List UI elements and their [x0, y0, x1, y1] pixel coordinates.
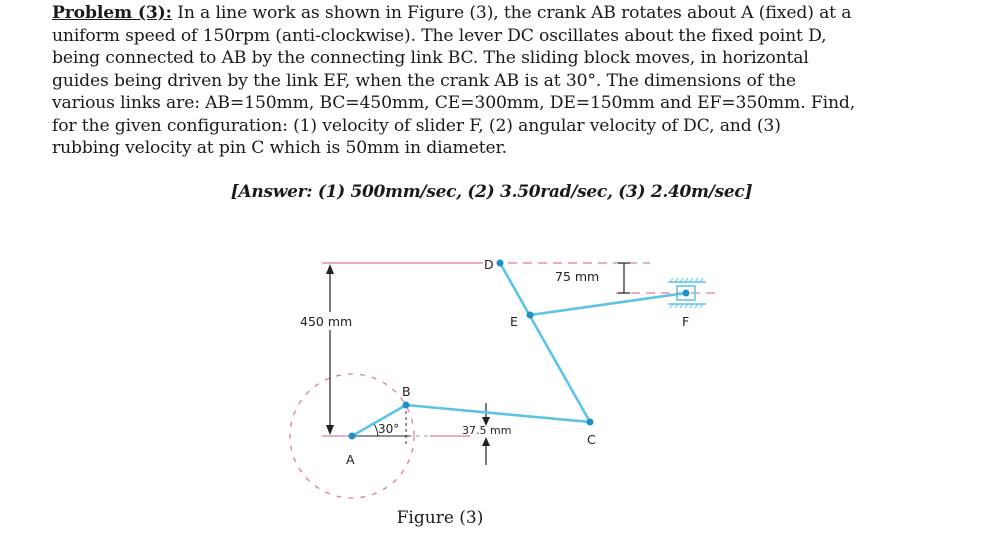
label-e: E [510, 314, 518, 329]
answer-line: [Answer: (1) 500mm/sec, (2) 3.50rad/sec, (3) 2.40m/sec] [230, 182, 753, 202]
problem-heading: Problem (3): [52, 3, 172, 23]
problem-line-1: In a line work as shown in Figure (3), the crank AB rotates about A (fixed) at a [171, 3, 852, 23]
joint-a [349, 433, 356, 440]
dim-450-arrow-bottom [326, 425, 334, 435]
dim-37-arrow-bottom [482, 437, 490, 446]
problem-line-3: being connected to AB by the connecting link BC. The sliding block moves, in horizontal [52, 48, 809, 68]
problem-line-4: guides being driven by the link EF, when the crank AB is at 30°. The dimensions of the [52, 70, 796, 91]
problem-line-5: various links are: AB=150mm, BC=450mm, CE=300mm, DE=150mm and EF=350mm. Find, [52, 93, 856, 113]
dim-37-label: 37.5 mm [462, 424, 512, 437]
joint-b [403, 402, 410, 409]
label-a: A [346, 452, 355, 467]
problem-line-2: uniform speed of 150rpm (anti-clockwise). The lever DC oscillates about the fixed point D, [52, 25, 827, 46]
dim-450-label: 450 mm [300, 314, 353, 329]
label-c: C [587, 432, 596, 447]
problem-line-7: rubbing velocity at pin C which is 50mm in diameter. [52, 138, 507, 158]
joint-e [527, 312, 534, 319]
figure-caption: Figure (3) [396, 508, 484, 528]
label-b: B [402, 384, 411, 399]
label-f: F [682, 314, 690, 329]
joint-f [683, 290, 690, 297]
joint-c [587, 419, 594, 426]
link-dc [500, 263, 590, 422]
dim-450-arrow-top [326, 264, 334, 274]
dim-75-label: 75 mm [555, 269, 600, 284]
link-bc [406, 405, 590, 422]
joint-d [497, 260, 504, 267]
label-d: D [484, 257, 494, 272]
problem-line-6: for the given configuration: (1) velocity of slider F, (2) angular velocity of DC, and (3) [52, 115, 781, 136]
link-ef [530, 293, 686, 315]
angle-label: 30° [378, 422, 400, 436]
